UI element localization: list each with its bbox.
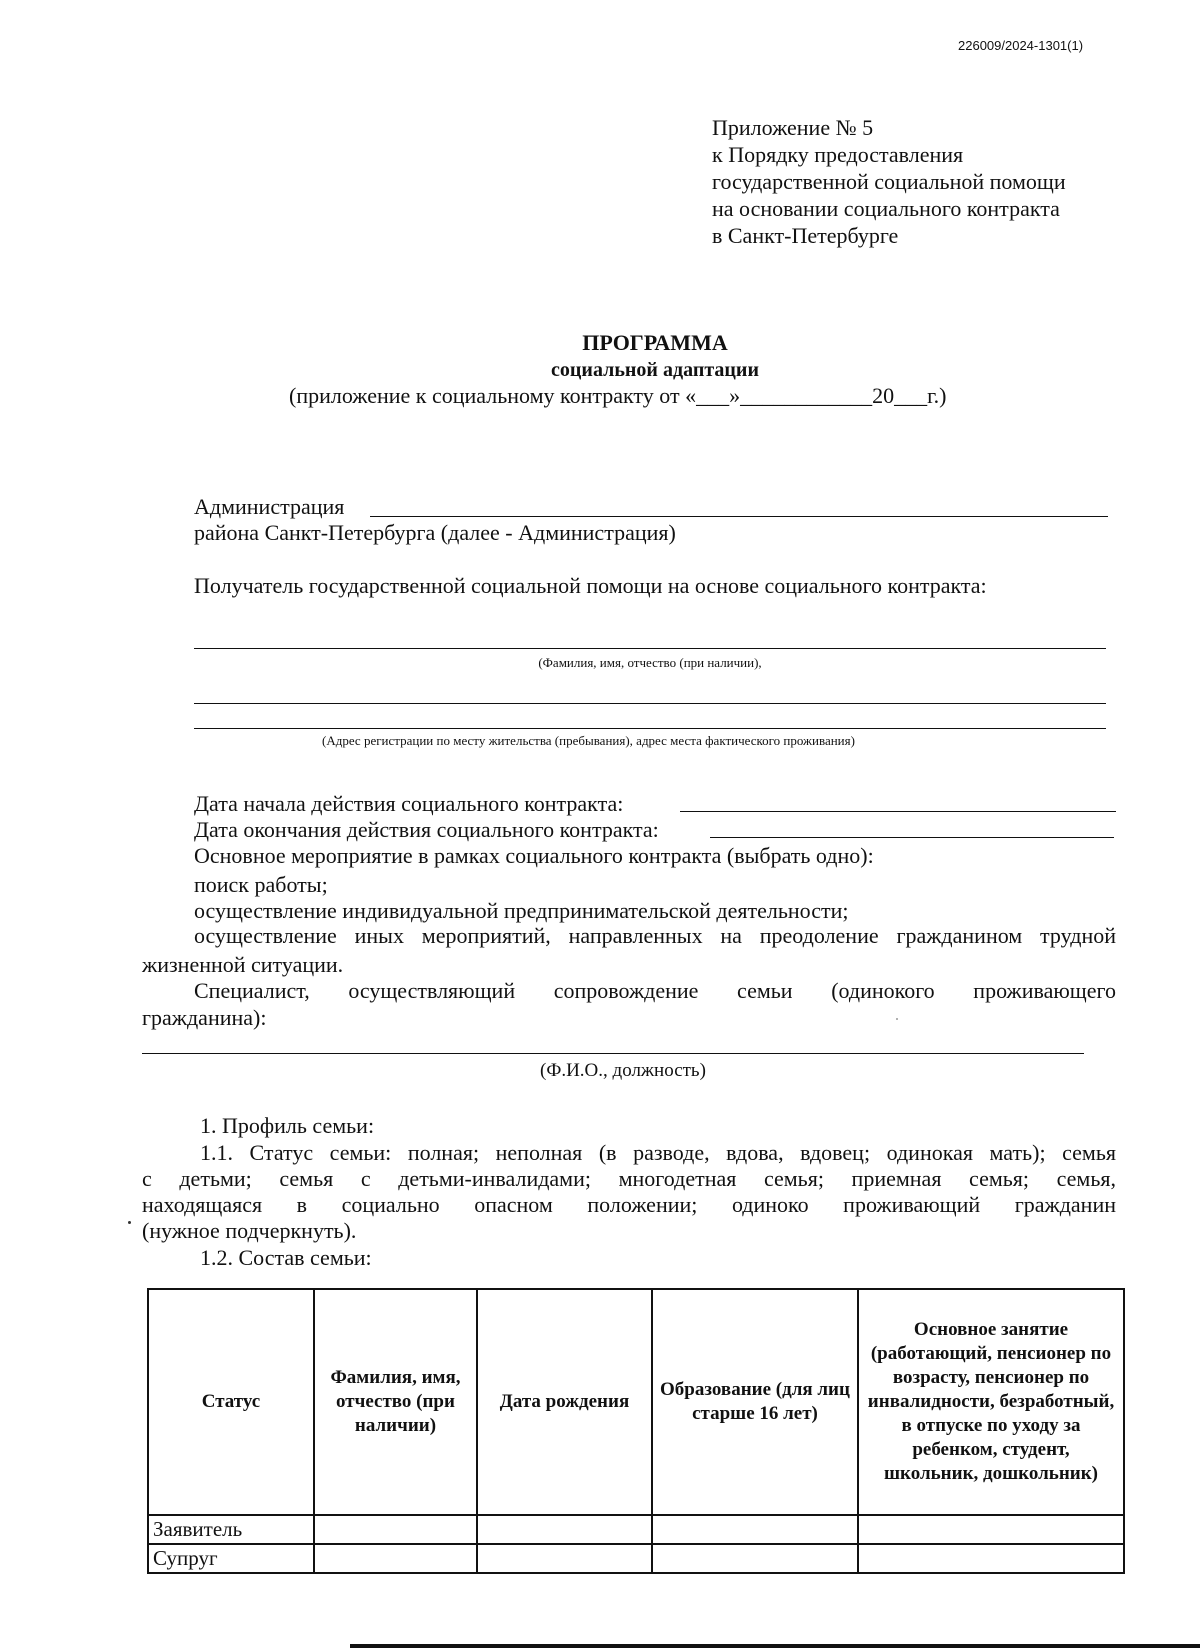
specialist-label-continued: гражданина): bbox=[142, 1005, 267, 1030]
administration-line2: района Санкт-Петербурга (далее - Администрация) bbox=[194, 520, 676, 545]
activity-option: осуществление индивидуальной предпринимательской деятельности; bbox=[194, 898, 849, 923]
table-header-row bbox=[148, 1289, 1124, 1515]
contract-end-label: Дата окончания действия социального контракта: bbox=[194, 817, 659, 842]
profile-heading: 1. Профиль семьи: bbox=[200, 1113, 375, 1138]
table-cell-full-name bbox=[314, 1515, 477, 1544]
family-status-line: с детьми; семья с детьми-инвалидами; многодетная семья; приемная семья; семья, bbox=[142, 1166, 1116, 1191]
table-cell-education bbox=[652, 1544, 858, 1573]
specialist-label: Специалист, осуществляющий сопровождение семьи (одинокого проживающего bbox=[194, 978, 1116, 1003]
column-header-status: Статус bbox=[148, 1289, 314, 1515]
table-row bbox=[148, 1515, 1124, 1544]
contract-start-label: Дата начала действия социального контракта: bbox=[194, 791, 624, 816]
scan-speck bbox=[896, 1018, 898, 1020]
table-cell-full-name bbox=[314, 1544, 477, 1573]
contract-end-line bbox=[710, 837, 1114, 838]
table-cell-status: Супруг bbox=[148, 1544, 314, 1573]
document-id: 226009/2024-1301(1) bbox=[958, 38, 1084, 53]
main-activity-label: Основное мероприятие в рамках социального контракта (выбрать одно): bbox=[194, 843, 874, 868]
table-cell-status: Заявитель bbox=[148, 1515, 314, 1544]
recipient-address-line-1 bbox=[194, 703, 1106, 704]
recipient-name-line bbox=[194, 648, 1106, 649]
annex-line: в Санкт-Петербурге bbox=[712, 223, 899, 248]
administration-fill-line bbox=[370, 516, 1108, 517]
family-status-line: находящаяся в социально опасном положении; одиноко проживающий гражданин bbox=[142, 1192, 1116, 1217]
family-status-line: 1.1. Статус семьи: полная; неполная (в разводе, вдова, вдовец; одинокая мать); семья bbox=[200, 1140, 1116, 1165]
activity-option: поиск работы; bbox=[194, 872, 328, 897]
family-composition-heading: 1.2. Состав семьи: bbox=[200, 1245, 372, 1270]
annex-line: Приложение № 5 bbox=[712, 115, 874, 140]
scan-speck bbox=[128, 1221, 131, 1224]
annex-line: государственной социальной помощи bbox=[712, 169, 1066, 194]
table-cell-birth-date bbox=[477, 1544, 652, 1573]
administration-label: Администрация bbox=[194, 494, 345, 519]
table-cell-occupation bbox=[858, 1544, 1124, 1573]
table-cell-occupation bbox=[858, 1515, 1124, 1544]
table-cell-birth-date bbox=[477, 1515, 652, 1544]
family-status-line: (нужное подчеркнуть). bbox=[142, 1218, 357, 1243]
recipient-name-caption: (Фамилия, имя, отчество (при наличии), bbox=[538, 655, 762, 670]
document-title-note: (приложение к социальному контракту от «___»____________20___г.) bbox=[289, 383, 947, 408]
contract-start-line bbox=[680, 811, 1116, 812]
annex-block bbox=[712, 114, 1172, 249]
document-subtitle: социальной адаптации bbox=[551, 359, 759, 381]
activity-option-continued: жизненной ситуации. bbox=[142, 952, 344, 977]
annex-line: на основании социального контракта bbox=[712, 196, 1060, 221]
table-cell-education bbox=[652, 1515, 858, 1544]
annex-line: к Порядку предоставления bbox=[712, 142, 964, 167]
recipient-address-caption: (Адрес регистрации по месту жительства (пребывания), адрес места фактического проживания) bbox=[322, 733, 855, 748]
column-header-occupation: Основное занятие (работающий, пенсионер по возрасту, пенсионер по инвалидности, безработный, в отпуске по уходу за ребенком, студент, школьник, дошкольник) bbox=[858, 1289, 1124, 1515]
activity-option: осуществление иных мероприятий, направленных на преодоление гражданином трудной bbox=[194, 923, 1116, 948]
column-header-birth-date: Дата рождения bbox=[477, 1289, 652, 1515]
specialist-line bbox=[142, 1053, 1084, 1054]
specialist-caption: (Ф.И.О., должность) bbox=[540, 1060, 706, 1081]
scan-bottom-edge bbox=[350, 1644, 1200, 1648]
column-header-full-name: Фамилия, имя, отчество (при наличии) bbox=[314, 1289, 477, 1515]
family-composition-table bbox=[147, 1288, 1125, 1574]
recipient-label: Получатель государственной социальной помощи на основе социального контракта: bbox=[194, 573, 987, 598]
recipient-address-line-2 bbox=[194, 728, 1106, 729]
document-title: ПРОГРАММА bbox=[582, 330, 728, 355]
column-header-education: Образование (для лиц старше 16 лет) bbox=[652, 1289, 858, 1515]
table-row bbox=[148, 1544, 1124, 1573]
